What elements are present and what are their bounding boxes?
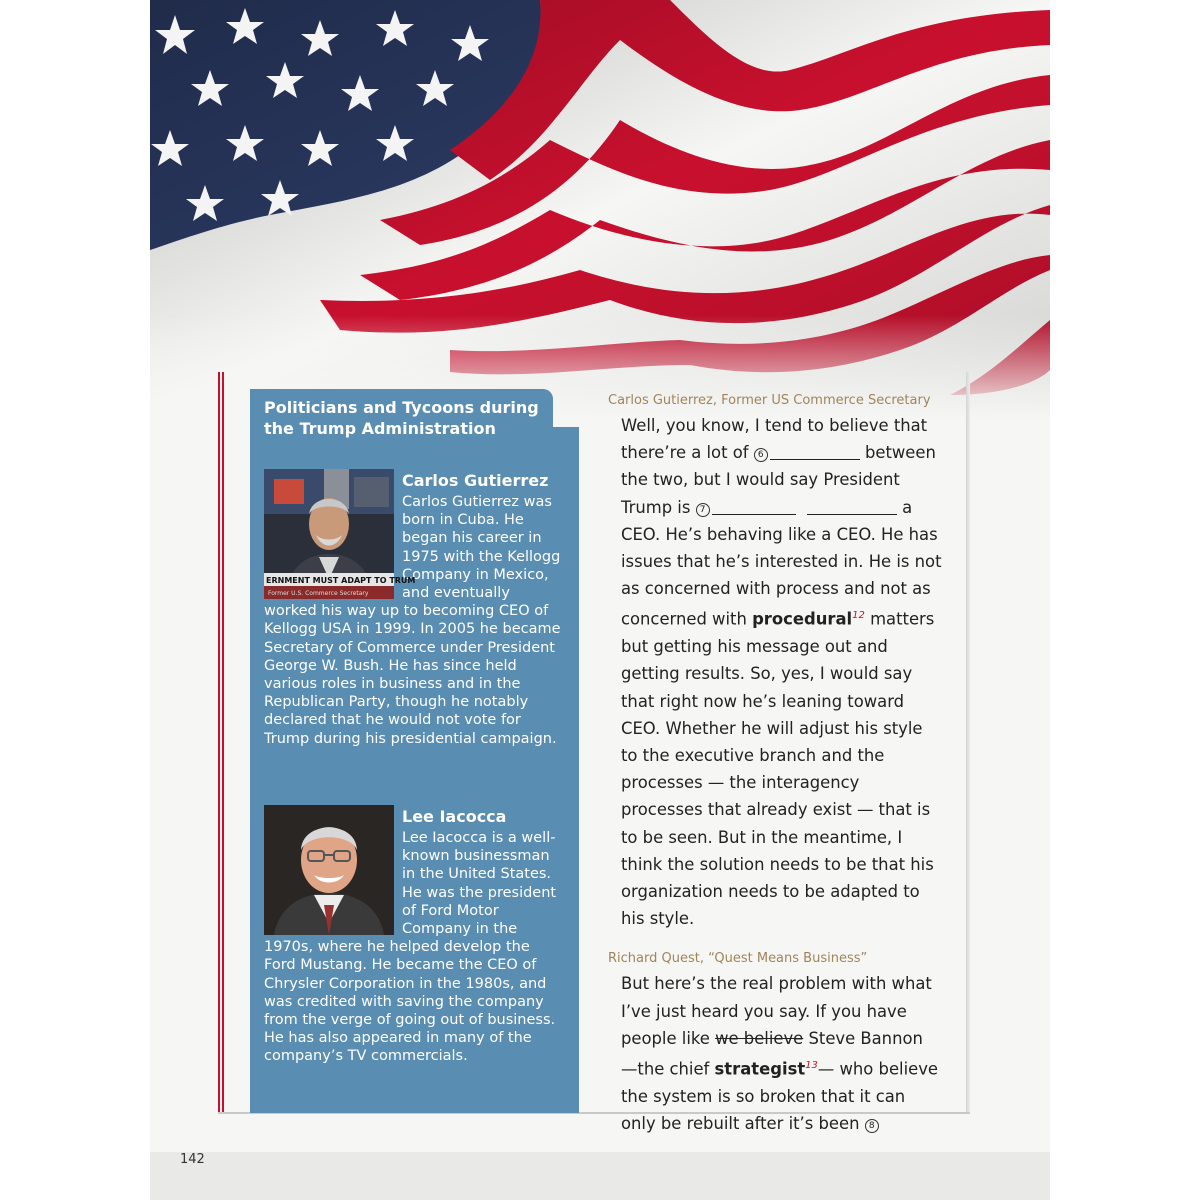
speaker-label: Richard Quest, “Quest Means Business” bbox=[608, 951, 868, 967]
speaker-label: Carlos Gutierrez, Former US Commerce Secretary bbox=[608, 393, 931, 408]
fill-in-blank[interactable] bbox=[712, 498, 796, 515]
vocabulary-term: procedural bbox=[752, 609, 853, 629]
speech-text: But here’s the real problem with what I’ve just heard you say. If you have people like bbox=[621, 974, 932, 1048]
speech-text: Steve Bannon —the chief bbox=[621, 1028, 923, 1079]
lee-iacocca-photo bbox=[264, 805, 394, 935]
blank-number: 8 bbox=[865, 1119, 879, 1133]
footnote-marker: 13 bbox=[805, 1059, 818, 1071]
footnote-marker: 12 bbox=[852, 610, 865, 622]
speech-text: Well, you know, I tend to believe that there’re a lot of bbox=[621, 416, 928, 463]
american-flag-banner bbox=[150, 0, 1050, 420]
footer-band bbox=[150, 1152, 1050, 1200]
page-number: 142 bbox=[180, 1152, 205, 1167]
struck-text: we believe bbox=[715, 1028, 804, 1048]
photo-caption: ERNMENT MUST ADAPT TO TRUM bbox=[266, 576, 416, 585]
profile-carlos-gutierrez bbox=[264, 469, 562, 748]
blank-number: 7 bbox=[696, 503, 710, 517]
speech-paragraph bbox=[621, 970, 942, 1164]
red-margin-rule bbox=[218, 372, 224, 1114]
speech-text: — who believe the system is so broken that it can only be rebuilt after it’s been bbox=[621, 1059, 939, 1133]
profile-bio: Lee Iacocca is a well-known businessman in the United States. He was the president of Ford Motor Company in the 1970s, where he helped develop the Ford Mustang. He became the CEO of Chrysler Corporation in the 1980s, and was credited with saving the company from the verge of going out of business. He has also appeared in many of the company’s TV commercials. bbox=[264, 830, 557, 1065]
right-border bbox=[966, 372, 970, 1114]
vocabulary-term: strategist bbox=[714, 1059, 806, 1079]
quotes-article bbox=[608, 392, 942, 1182]
fill-in-blank[interactable] bbox=[807, 498, 897, 515]
textbook-page bbox=[150, 0, 1050, 1200]
speech-text: matters but getting his message out and getting results. So, yes, I would say that right now he’s leaning toward CEO. Whether he will adjust his style to the executive branch and the processes — the interagency processes that already exist — that is to be seen. But in the meantime, I think the solution needs to be that his organization needs to be adapted to his style. bbox=[621, 609, 935, 929]
fill-in-blank[interactable] bbox=[770, 443, 860, 460]
speech-text: a CEO. He’s behaving like a CEO. He has issues that he’s interested in. He is not as concerned with process and not as concerned with bbox=[621, 497, 942, 629]
carlos-gutierrez-photo bbox=[264, 469, 416, 599]
blank-number: 6 bbox=[754, 448, 768, 462]
profile-bio: Carlos Gutierrez was born in Cuba. He began his career in 1975 with the Kellogg Company in Mexico, and eventually worked his way up to becoming CEO of Kellogg USA in 1999. In 2005 he became Secretary of Commerce under President George W. Bush. He has since held various roles in business and in the Republican Party, though he notably declared that he would not vote for Trump during his presidential campaign. bbox=[264, 494, 561, 747]
speech-paragraph bbox=[621, 412, 942, 932]
speech-text: between the two, but I would say President Trump is bbox=[621, 443, 936, 517]
profile-lee-iacocca bbox=[264, 805, 562, 1066]
profile-name: Carlos Gutierrez bbox=[402, 471, 549, 490]
profile-name: Lee Iacocca bbox=[402, 807, 507, 826]
profiles-sidebar bbox=[250, 389, 580, 1113]
photo-subcaption: Former U.S. Commerce Secretary bbox=[268, 590, 369, 597]
sidebar-title: Politicians and Tycoons during the Trump Administration bbox=[264, 398, 539, 438]
